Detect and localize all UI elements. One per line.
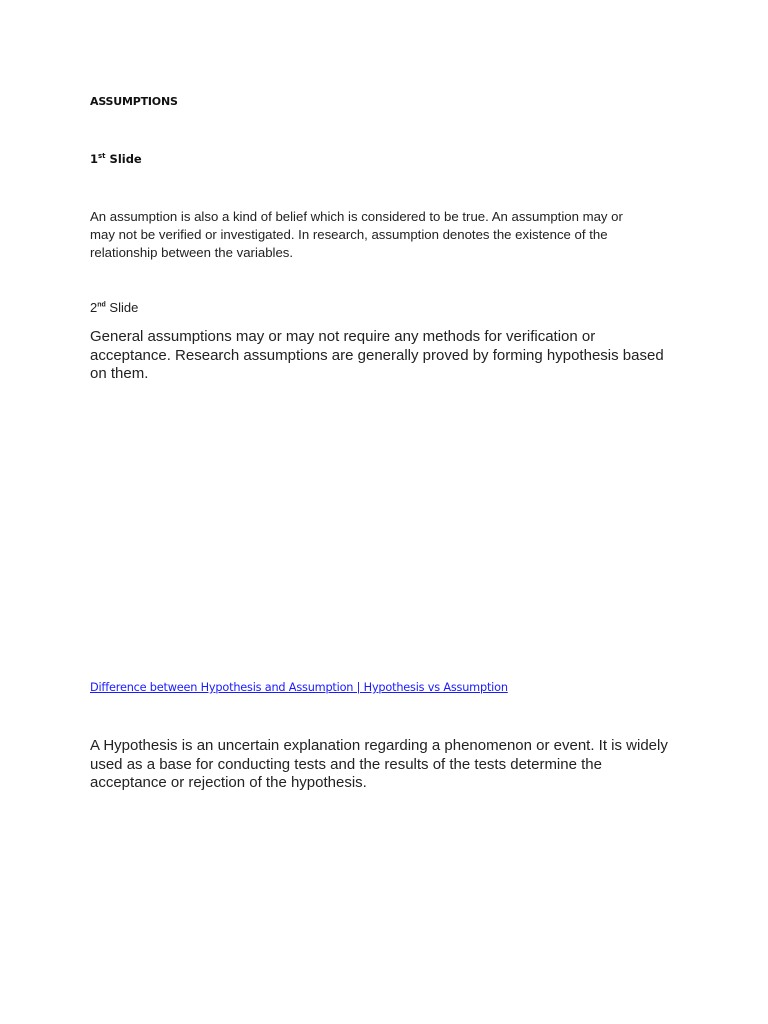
slide-2-number: 2 <box>90 300 98 315</box>
slide-2-word: Slide <box>105 300 139 315</box>
slide-2-label <box>90 300 138 315</box>
slide-2-paragraph: General assumptions may or may not require any methods for verification or acceptance. Research assumptions are generally proved by forming hypothesis based on them. <box>90 328 664 382</box>
slide-1-number: 1 <box>90 152 99 166</box>
document-heading: ASSUMPTIONS <box>90 95 178 108</box>
slide-2-ordinal-suffix: nd <box>97 301 106 309</box>
hypothesis-paragraph: A Hypothesis is an uncertain explanation regarding a phenomenon or event. It is widely used as a base for conducting tests and the results of the tests determine the acceptance or rejection of the hypothesis. <box>90 737 668 791</box>
slide-1-label <box>90 152 142 166</box>
slide-1-word: Slide <box>105 152 142 166</box>
slide-1-ordinal-suffix: st <box>98 152 106 161</box>
hypothesis-vs-assumption-link[interactable]: Difference between Hypothesis and Assumption | Hypothesis vs Assumption <box>90 681 508 694</box>
slide-1-paragraph: An assumption is also a kind of belief which is considered to be true. An assumption may or may not be verified or investigated. In research, assumption denotes the existence of the relationship between the variables. <box>90 209 623 260</box>
